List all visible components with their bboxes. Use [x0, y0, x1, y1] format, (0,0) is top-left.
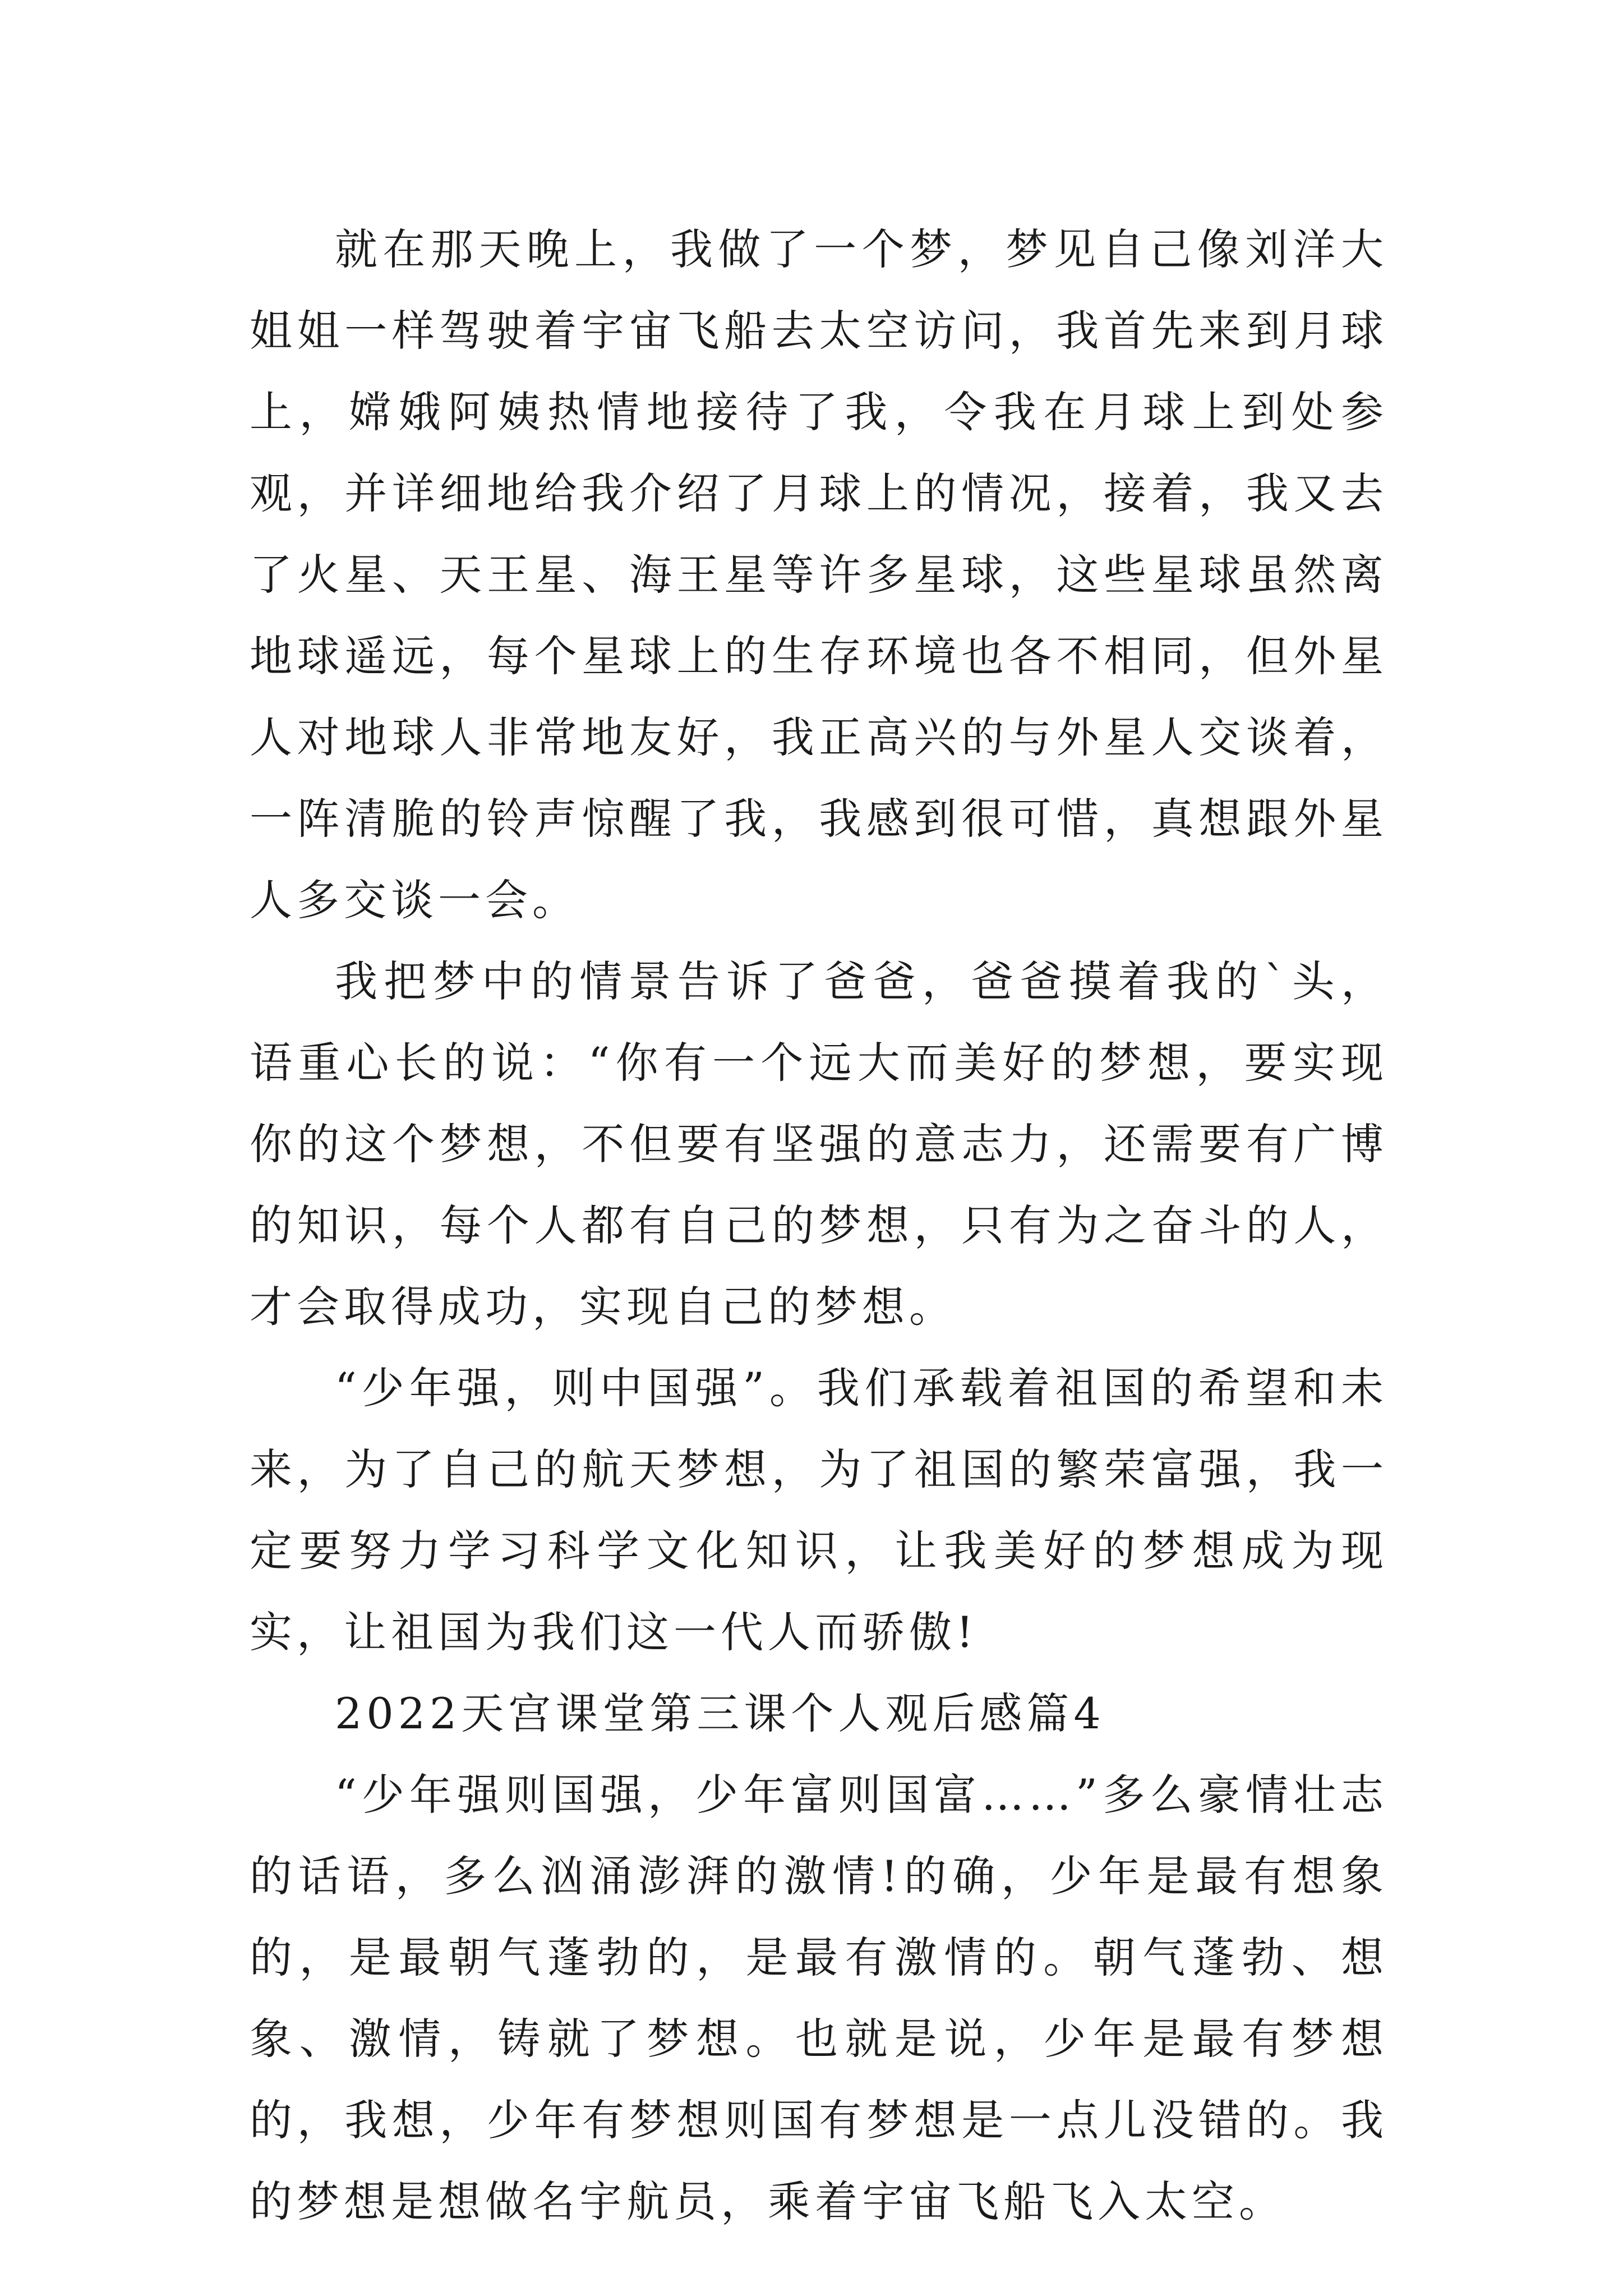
paragraph-astronaut-dream: “少年强则国强，少年富则国富……”多么豪情壮志的话语，多么汹涌澎湃的激情!的确，少年是最有想象的，是最朝气蓬勃的，是最有激情的。朝气蓬勃、想象、激情，铸就了梦想。也就是说，少年是最有梦想的，我想，少年有梦想则国有梦想是一点儿没错的。我的梦想是想做名宇航员，乘着宇宙飞船飞入太空。 — [250, 1770, 1388, 2226]
paragraph-dream: 就在那天晚上，我做了一个梦，梦见自己像刘洋大姐姐一样驾驶着宇宙飞船去太空访问，我首先来到月球上，嫦娥阿姨热情地接待了我，令我在月球上到处参观，并详细地给我介绍了月球上的情况，接着，我又去了火星、天王星、海王星等许多星球，这些星球虽然离地球遥远，每个星球上的生存环境也各不相同，但外星人对地球人非常地友好，我正高兴的与外星人交谈着，一阵清脆的铃声惊醒了我，我感到很可惜，真想跟外星人多交谈一会。 — [250, 224, 1388, 925]
paragraph-youth-strong: “少年强，则中国强”。我们承载着祖国的希望和未来，为了自己的航天梦想，为了祖国的繁荣富强，我一定要努力学习科学文化知识，让我美好的梦想成为现实，让祖国为我们这一代人而骄傲! — [250, 1363, 1388, 1657]
section-heading: 2022天宫课堂第三课个人观后感篇4 — [335, 1688, 1105, 1738]
paragraph-father: 我把梦中的情景告诉了爸爸，爸爸摸着我的`头，语重心长的说：“你有一个远大而美好的梦想，要实现你的这个梦想，不但要有坚强的意志力，还需要有广博的知识，每个人都有自己的梦想，只有为之奋斗的人，才会取得成功，实现自己的梦想。 — [250, 956, 1388, 1332]
document-body — [250, 209, 1388, 2242]
